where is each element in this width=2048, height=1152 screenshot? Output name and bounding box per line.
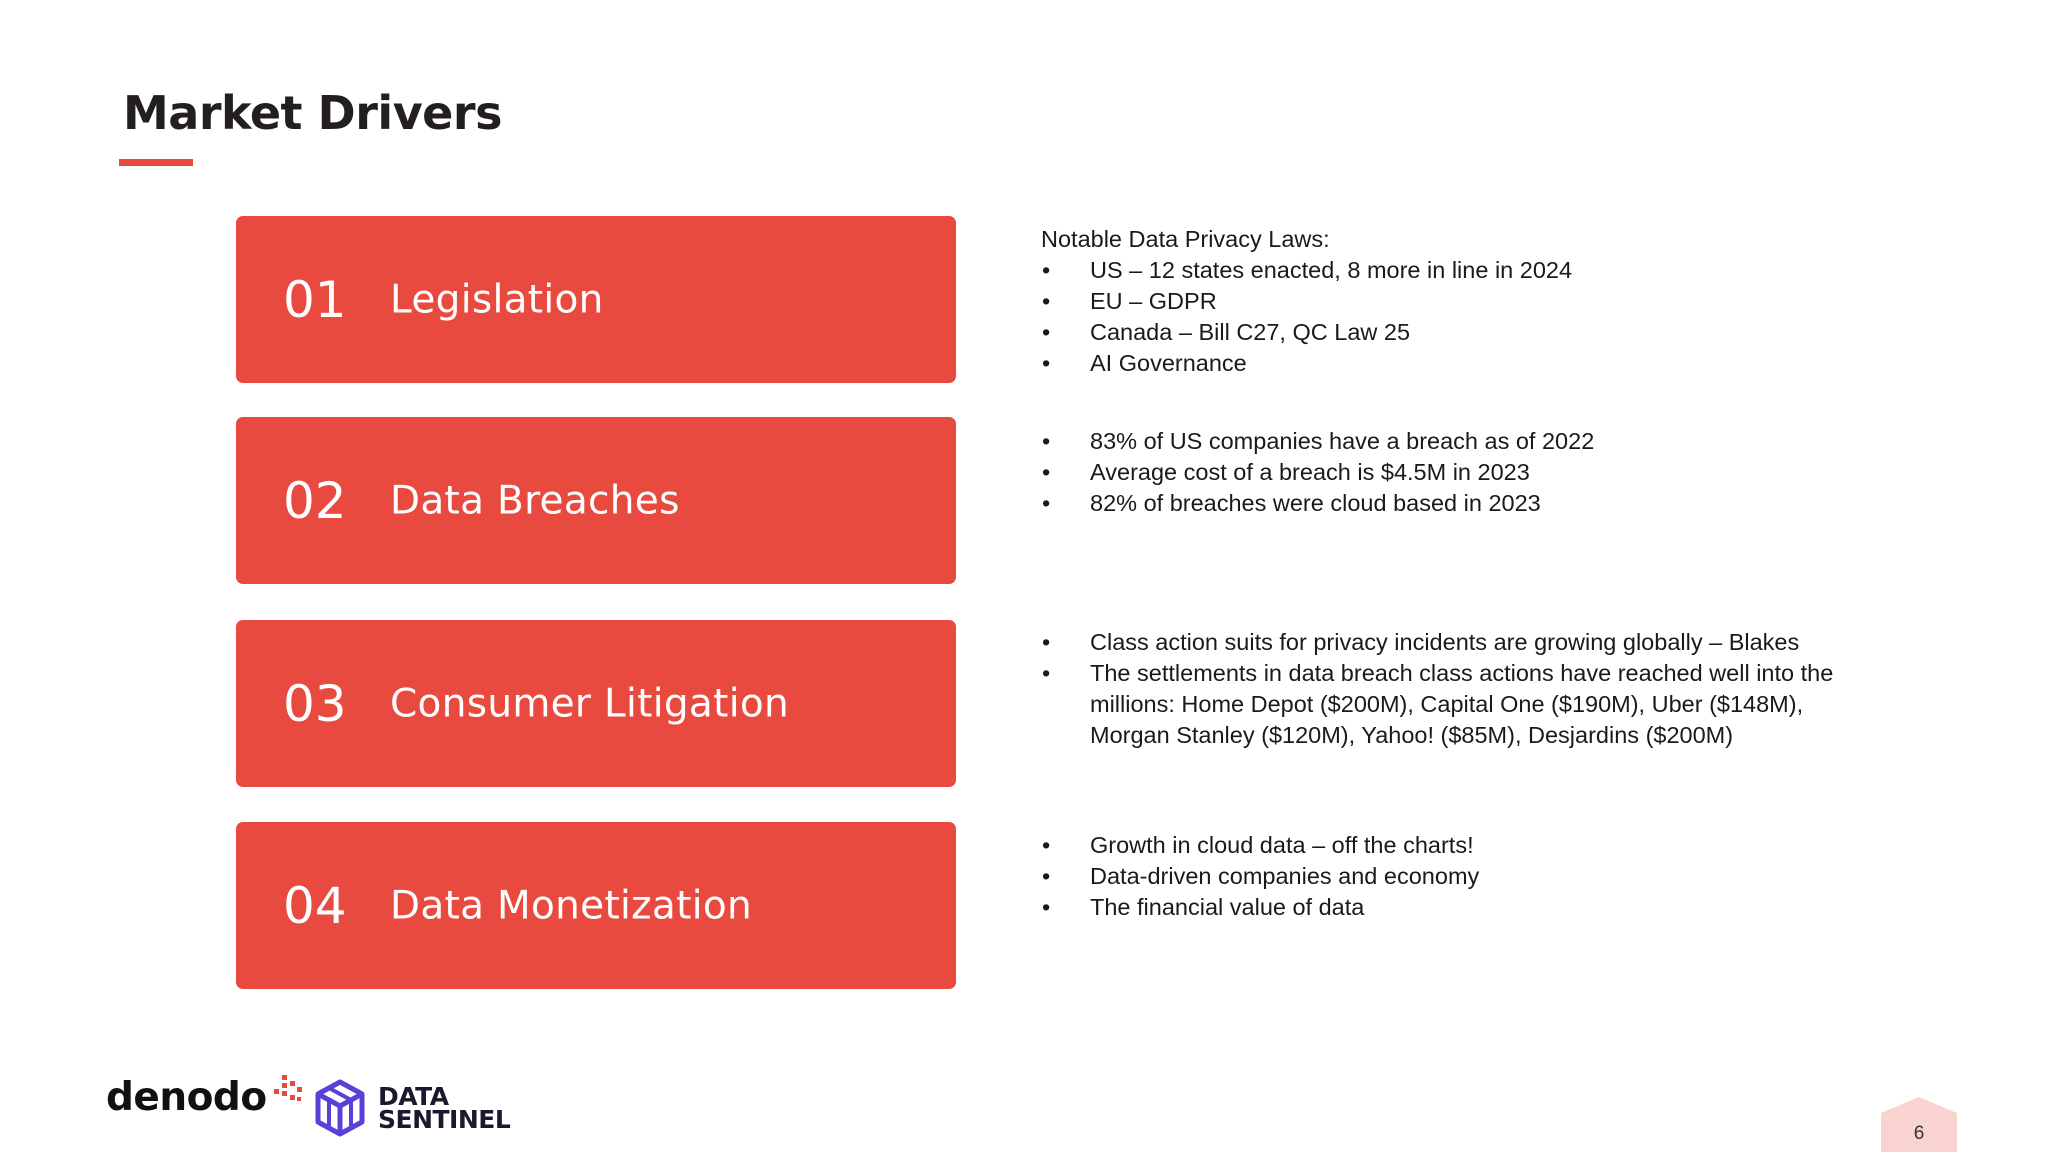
bullet-text: 83% of US companies have a breach as of 2022	[1090, 428, 1595, 454]
bullet-icon: •	[1042, 288, 1051, 314]
driver-label: Data Monetization	[390, 883, 753, 928]
bullet-icon: •	[1042, 319, 1051, 345]
bullet-text: Canada – Bill C27, QC Law 25	[1090, 319, 1411, 345]
driver-label: Consumer Litigation	[390, 681, 790, 726]
list-item	[1041, 317, 1861, 348]
bullet-text: 82% of breaches were cloud based in 2023	[1090, 490, 1541, 516]
list-item	[1041, 286, 1861, 317]
sentinel-line2: SENTINEL	[378, 1105, 511, 1134]
bullet-icon: •	[1042, 490, 1051, 516]
driver-card-consumer-litigation	[236, 620, 956, 787]
driver-label: Data Breaches	[390, 478, 680, 523]
driver-notes-data-breaches	[1041, 426, 1861, 519]
page-number: 6	[1913, 1123, 1925, 1144]
bullet-icon: •	[1042, 832, 1051, 858]
bullet-text: AI Governance	[1090, 350, 1247, 376]
list-item	[1041, 426, 1861, 457]
list-item	[1041, 488, 1861, 519]
bullet-list	[1041, 426, 1861, 519]
list-item	[1041, 255, 1861, 286]
driver-number: 04	[283, 876, 347, 935]
list-item	[1041, 627, 1861, 658]
bullet-icon: •	[1042, 863, 1051, 889]
bullet-text: Growth in cloud data – off the charts!	[1090, 832, 1474, 858]
bullet-text: Data-driven companies and economy	[1090, 863, 1480, 889]
list-item	[1041, 348, 1861, 379]
notes-heading: Notable Data Privacy Laws:	[1041, 226, 1330, 252]
list-item	[1041, 658, 1861, 751]
bullet-list	[1041, 627, 1861, 751]
denodo-logo	[106, 1075, 303, 1120]
bullet-icon: •	[1042, 350, 1051, 376]
sentinel-cube-icon	[314, 1079, 366, 1137]
driver-notes-consumer-litigation	[1041, 627, 1861, 751]
denodo-wordmark: denodo	[106, 1075, 267, 1120]
list-item	[1041, 861, 1861, 892]
list-item	[1041, 830, 1861, 861]
bullet-icon: •	[1042, 257, 1051, 283]
list-item	[1041, 892, 1861, 923]
title-underline	[119, 159, 193, 166]
denodo-dots-icon	[269, 1073, 303, 1107]
bullet-text: Class action suits for privacy incidents are growing globally – Blakes	[1090, 629, 1800, 655]
bullet-list	[1041, 255, 1861, 379]
bullet-icon: •	[1042, 428, 1051, 454]
bullet-icon: •	[1042, 894, 1051, 920]
driver-card-data-monetization	[236, 822, 956, 989]
bullet-text: The settlements in data breach class actions have reached well into the millions: Home Depot ($200M), Capital One ($190M), Uber ($148M), Morgan Stanley ($120M), Yahoo! ($85M), Desjardins ($200M)	[1090, 660, 1834, 748]
list-item	[1041, 457, 1861, 488]
bullet-icon: •	[1042, 459, 1051, 485]
bullet-list	[1041, 830, 1861, 923]
driver-card-legislation	[236, 216, 956, 383]
bullet-text: Average cost of a breach is $4.5M in 2023	[1090, 459, 1530, 485]
driver-card-data-breaches	[236, 417, 956, 584]
data-sentinel-logo	[314, 1079, 510, 1137]
sentinel-line1: DATA	[378, 1082, 449, 1111]
bullet-icon: •	[1042, 629, 1051, 655]
page-number-badge	[1881, 1097, 1957, 1152]
driver-number: 03	[283, 674, 347, 733]
bullet-text: EU – GDPR	[1090, 288, 1217, 314]
driver-label: Legislation	[390, 277, 604, 322]
driver-notes-legislation	[1041, 224, 1861, 379]
driver-number: 01	[283, 270, 347, 329]
bullet-text: The financial value of data	[1090, 894, 1365, 920]
driver-number: 02	[283, 471, 347, 530]
bullet-icon: •	[1042, 660, 1051, 686]
page-title: Market Drivers	[123, 86, 502, 140]
driver-notes-data-monetization	[1041, 830, 1861, 923]
sentinel-wordmark	[378, 1082, 511, 1134]
bullet-text: US – 12 states enacted, 8 more in line in 2024	[1090, 257, 1573, 283]
